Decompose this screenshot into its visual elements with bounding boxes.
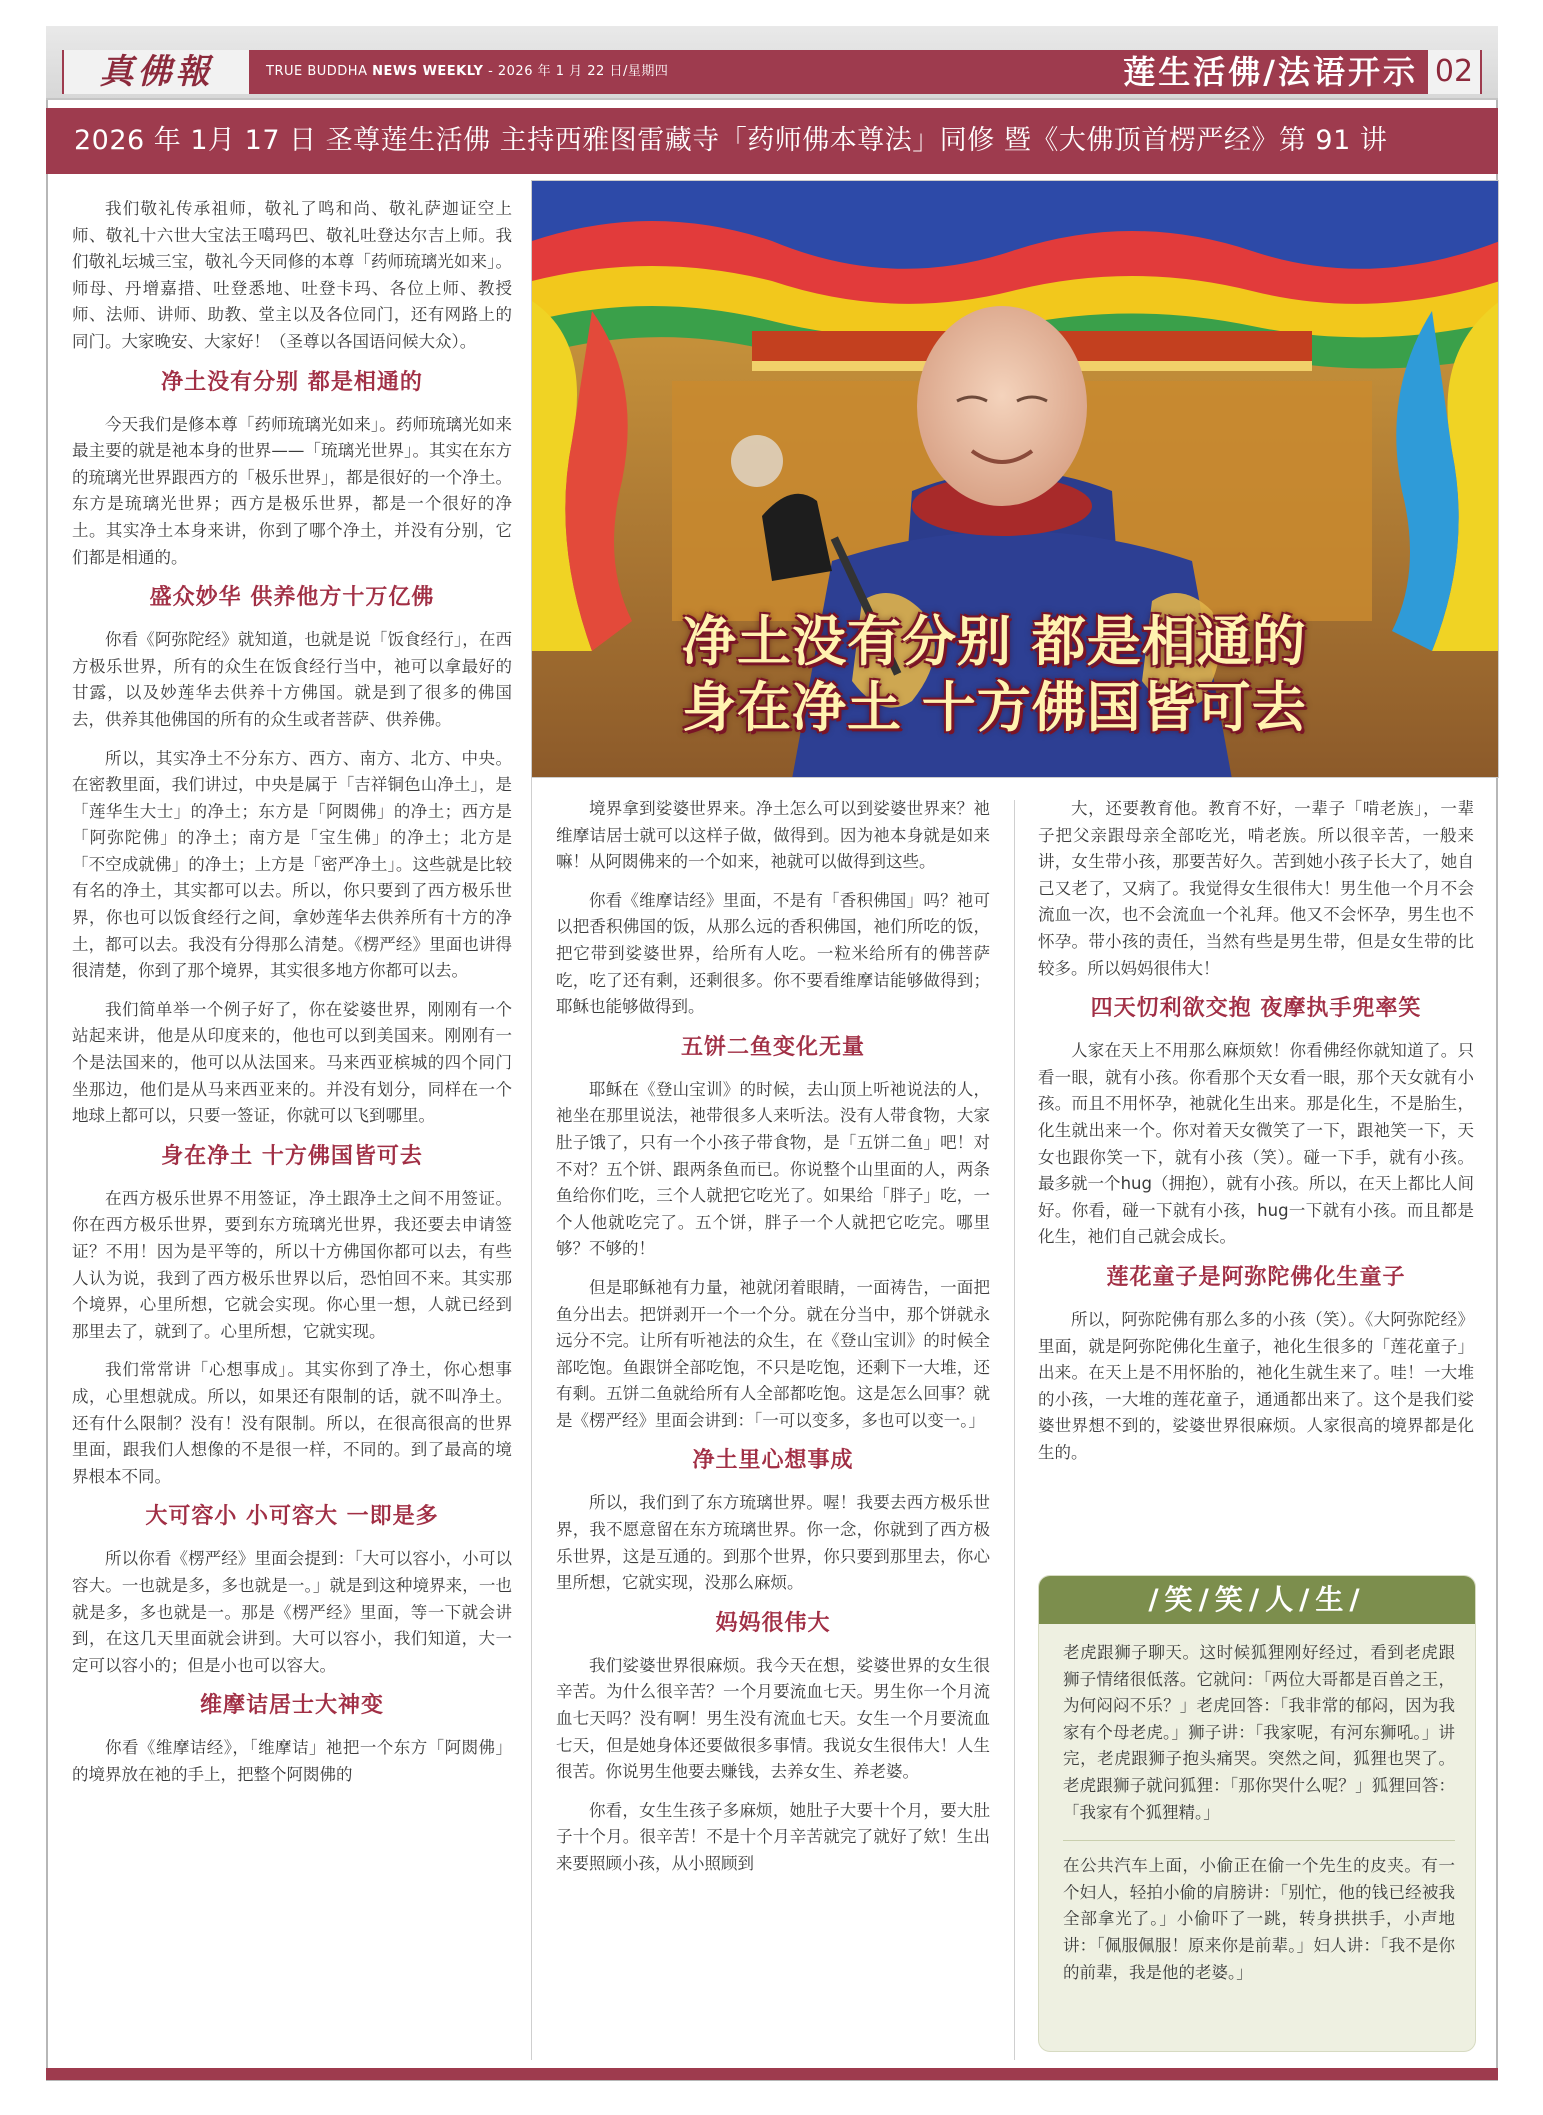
bottom-bar (46, 2068, 1498, 2080)
paragraph: 你看，女生生孩子多麻烦，她肚子大要十个月，要大肚子十个月。很辛苦！不是十个月辛苦就完了就好了欸！生出来要照顾小孩，从小照顾到 (556, 1800, 990, 1873)
paragraph: 你看《维摩诘经》里面，不是有「香积佛国」吗？祂可以把香积佛国的饭，从那么远的香积佛国，祂们所吃的饭，把它带到娑婆世界，给所有人吃。一粒米给所有的佛菩萨吃，吃了还有剩，还剩很多。你不要看维摩诘能够做得到；耶稣也能够做得到。 (556, 890, 990, 1017)
headline-line-2: 身在净土 十方佛国皆可去 (682, 676, 1307, 739)
paragraph: 今天我们是修本尊「药师琉璃光如来」。药师琉璃光如来最主要的就是祂本身的世界——「琉璃光世界」。其实在东方的琉璃光世界跟西方的「极乐世界」，都是很好的一个净土。东方是琉璃光世界；西方是极乐世界，都是一个很好的净土。其实净土本身来讲，你到了哪个净土，并没有分别，它们都是相通的。 (72, 414, 512, 567)
subheading: 五饼二鱼变化无量 (680, 1034, 865, 1060)
jokes-body (1039, 1624, 1475, 1986)
subheading: 大可容小 小可容大 一即是多 (145, 1504, 439, 1530)
photo-headline (682, 609, 1382, 741)
joke-item: 老虎跟狮子聊天。这时候狐狸刚好经过，看到老虎跟狮子情绪很低落。它就问：「两位大哥都是百兽之王，为何闷闷不乐？」老虎回答：「我非常的郁闷，因为我家有个母老虎。」狮子讲：「我家呢，有河东狮吼。」讲完，老虎跟狮子抱头痛哭。突然之间，狐狸也哭了。老虎跟狮子就问狐狸：「那你哭什么呢？」狐狸回答：「我家有个狐狸精。」 (1063, 1643, 1455, 1822)
column-1 (72, 196, 512, 1801)
paragraph: 在西方极乐世界不用签证，净土跟净土之间不用签证。你在西方极乐世界，要到东方琉璃光世界，我还要去申请签证？不用！因为是平等的，所以十方佛国你都可以去，有些人认为说，我到了西方极乐世界以后，恐怕回不来。其实那个境界，心里所想，它就会实现。你心里一想，人就已经到那里去了，就到了。心里所想，它就实现。 (72, 1188, 512, 1341)
subheading: 维摩诘居士大神变 (199, 1693, 384, 1719)
subheading: 盛众妙华 供养他方十万亿佛 (149, 585, 435, 611)
paragraph: 大，还要教育他。教育不好，一辈子「啃老族」，一辈子把父亲跟母亲全部吃光，啃老族。所以很辛苦，一般来讲，女生带小孩，那要苦好久。苦到她小孩子长大了，她自己又老了，又病了。我觉得女生很伟大！男生他一个月不会流血一次，也不会流血一个礼拜。他又不会怀孕，男生也不怀孕。带小孩的责任，当然有些是男生带，但是女生带的比较多。所以妈妈很伟大！ (1038, 799, 1474, 978)
subheading: 莲花童子是阿弥陀佛化生童子 (1106, 1264, 1406, 1290)
headline-line-1: 净土没有分别 都是相通的 (682, 610, 1307, 673)
jokes-title: /笑/笑/人/生/ (1039, 1576, 1475, 1624)
joke-item: 在公共汽车上面，小偷正在偷一个先生的皮夹。有一个妇人，轻拍小偷的肩膀讲：「别忙，他的钱已经被我全部拿光了。」小偷吓了一跳，转身拱拱手，小声地讲：「佩服佩服！原来你是前辈。」妇人讲：「我不是你的前辈，我是他的老婆。」 (1063, 1856, 1455, 1982)
article-banner: 2026 年 1月 17 日 圣尊莲生活佛 主持西雅图雷藏寺「药师佛本尊法」同修 暨《大佛顶首楞严经》第 91 讲 (46, 108, 1498, 174)
paragraph: 所以，阿弥陀佛有那么多的小孩（笑）。《大阿弥陀经》里面，就是阿弥陀佛化生童子，祂化生很多的「莲花童子」出来。在天上是不用怀胎的，祂化生就生来了。哇！一大堆的小孩，一大堆的莲花童子，通通都出来了。这个是我们娑婆世界想不到的，娑婆世界很麻烦。人家很高的境界都是化生的。 (1038, 1309, 1474, 1462)
subheading: 净土里心想事成 (692, 1448, 854, 1474)
joke-divider (1063, 1840, 1455, 1841)
paragraph: 所以你看《楞严经》里面会提到：「大可以容小，小可以容大。一也就是多，多也就是一。」就是到这种境界来，一也就是多，多也就是一。那是《楞严经》里面，等一下就会讲到，在这几天里面就会讲到。大可以容小，我们知道，大一定可以容小的；但是小也可以容大。 (72, 1549, 512, 1675)
teaching-photo (531, 180, 1499, 778)
paragraph: 所以，其实净土不分东方、西方、南方、北方、中央。在密教里面，我们讲过，中央是属于「吉祥铜色山净土」，是「莲华生大士」的净土；东方是「阿閦佛」的净土；西方是「阿弥陀佛」的净土；南方是「宝生佛」的净土；北方是「不空成就佛」的净土；上方是「密严净土」。这些就是比较有名的净土，其实都可以去。所以，你只要到了西方极乐世界，你也可以饭食经行之间，拿妙莲华去供养所有十方的净土，都可以去。我没有分得那么清楚。《楞严经》里面也讲得很清楚，你到了那个境界，其实很多地方你都可以去。 (72, 748, 512, 981)
paragraph: 所以，我们到了东方琉璃世界。喔！我要去西方极乐世界，我不愿意留在东方琉璃世界。你一念，你就到了西方极乐世界，这是互通的。到那个世界，你只要到那里去，你心里所想，它就实现，没那么麻烦。 (556, 1493, 990, 1593)
paragraph: 我们常常讲「心想事成」。其实你到了净土，你心想事成，心里想就成。所以，如果还有限制的话，就不叫净土。还有什么限制？没有！没有限制。所以，在很高很高的世界里面，跟我们人想像的不是很一样，不同的。到了最高的境界根本不同。 (72, 1360, 512, 1486)
paragraph: 你看《阿弥陀经》就知道，也就是说「饭食经行」，在西方极乐世界，所有的众生在饭食经行当中，祂可以拿最好的甘露，以及妙莲华去供养十方佛国。就是到了很多的佛国去，供养其他佛国的所有的众生或者菩萨、供养佛。 (72, 630, 512, 729)
subheading: 妈妈很伟大 (715, 1610, 831, 1636)
column-divider (1014, 800, 1015, 2060)
subtitle-date: - 2026 年 1 月 22 日/星期四 (483, 64, 669, 79)
jokes-box (1038, 1575, 1476, 2052)
section-title: 莲生活佛/法语开示 (1123, 53, 1418, 91)
paragraph: 我们敬礼传承祖师，敬礼了鸣和尚、敬礼萨迦证空上师、敬礼十六世大宝法王噶玛巴、敬礼吐登达尔吉上师。我们敬礼坛城三宝，敬礼今天同修的本尊「药师琉璃光如来」。师母、丹增嘉措、吐登悉地、吐登卡玛、各位上师、教授师、法师、讲师、助教、堂主以及各位同门，还有网路上的同门。大家晚安、大家好！（圣尊以各国语问候大众）。 (72, 199, 512, 351)
column-2 (556, 796, 990, 1890)
subheading: 净土没有分别 都是相通的 (161, 369, 423, 395)
subheading: 四天忉利欲交抱 夜摩执手兜率笑 (1090, 996, 1422, 1022)
column-3 (1038, 796, 1474, 1478)
paragraph: 我们简单举一个例子好了，你在娑婆世界，刚刚有一个站起来讲，他是从印度来的，他也可以到美国来。刚刚有一个是法国来的，他可以从法国来。马来西亚槟城的四个同门坐那边，他们是从马来西亚来的。并没有划分，同样在一个地球上都可以，只要一签证，你就可以飞到哪里。 (72, 999, 512, 1126)
newspaper-logo: 真佛報 (64, 50, 249, 94)
subtitle-prefix: TRUE BUDDHA (266, 64, 373, 79)
paragraph: 但是耶稣祂有力量，祂就闭着眼睛，一面祷告，一面把鱼分出去。把饼剥开一个一个分。就在分当中，那个饼就永远分不完。让所有听祂法的众生，在《登山宝训》的时候全部吃饱。鱼跟饼全部吃饱，不只是吃饱，还剩下一大堆，还有剩。五饼二鱼就给所有人全部都吃饱。这是怎么回事？就是《楞严经》里面会讲到：「一可以变多，多也可以变一。」 (556, 1277, 990, 1430)
paragraph: 我们娑婆世界很麻烦。我今天在想，娑婆世界的女生很辛苦。为什么很辛苦？一个月要流血七天。男生你一个月流血七天吗？没有啊！男生没有流血七天。女生一个月要流血七天，但是她身体还要做很多事情。我说女生很伟大！人生很苦。你说男生他要去赚钱，去养女生、养老婆。 (556, 1655, 990, 1782)
paragraph: 你看《维摩诘经》，「维摩诘」祂把一个东方「阿閦佛」的境界放在祂的手上，把整个阿閦佛的 (72, 1738, 512, 1784)
masthead-subtitle (266, 50, 668, 94)
subtitle-news: NEWS WEEKLY (372, 64, 484, 79)
masthead (46, 26, 1498, 100)
paragraph: 人家在天上不用那么麻烦欸！你看佛经你就知道了。只看一眼，就有小孩。你看那个天女看一眼，那个天女就有小孩。而且不用怀孕，祂就化生出来。那是化生，不是胎生，化生就出来一个。你对着天女微笑了一下，跟祂笑一下，天女也跟你笑一下，就有小孩（笑）。碰一下手，就有小孩。最多就一个hug（拥抱），就有小孩。所以，在天上都比人间好。你看，碰一下就有小孩，hug一下就有小孩。而且都是化生，祂们自己就会成长。 (1038, 1041, 1474, 1247)
subheading: 身在净土 十方佛国皆可去 (161, 1143, 423, 1169)
paragraph: 境界拿到娑婆世界来。净土怎么可以到娑婆世界来？祂维摩诘居士就可以这样子做，做得到。因为祂本身就是如来嘛！从阿閦佛来的一个如来，祂就可以做得到这些。 (556, 799, 990, 872)
paragraph: 耶稣在《登山宝训》的时候，去山顶上听祂说法的人，祂坐在那里说法，祂带很多人来听法。没有人带食物，大家肚子饿了，只有一个小孩子带食物，是「五饼二鱼」吧！对不对？五个饼、跟两条鱼而已。你说整个山里面的人，两条鱼给你们吃，三个人就把它吃光了。如果给「胖子」吃，一个人他就吃完了。五个饼，胖子一个人就把它吃完。哪里够？不够的！ (556, 1079, 990, 1259)
page-number: 02 (1428, 50, 1480, 94)
